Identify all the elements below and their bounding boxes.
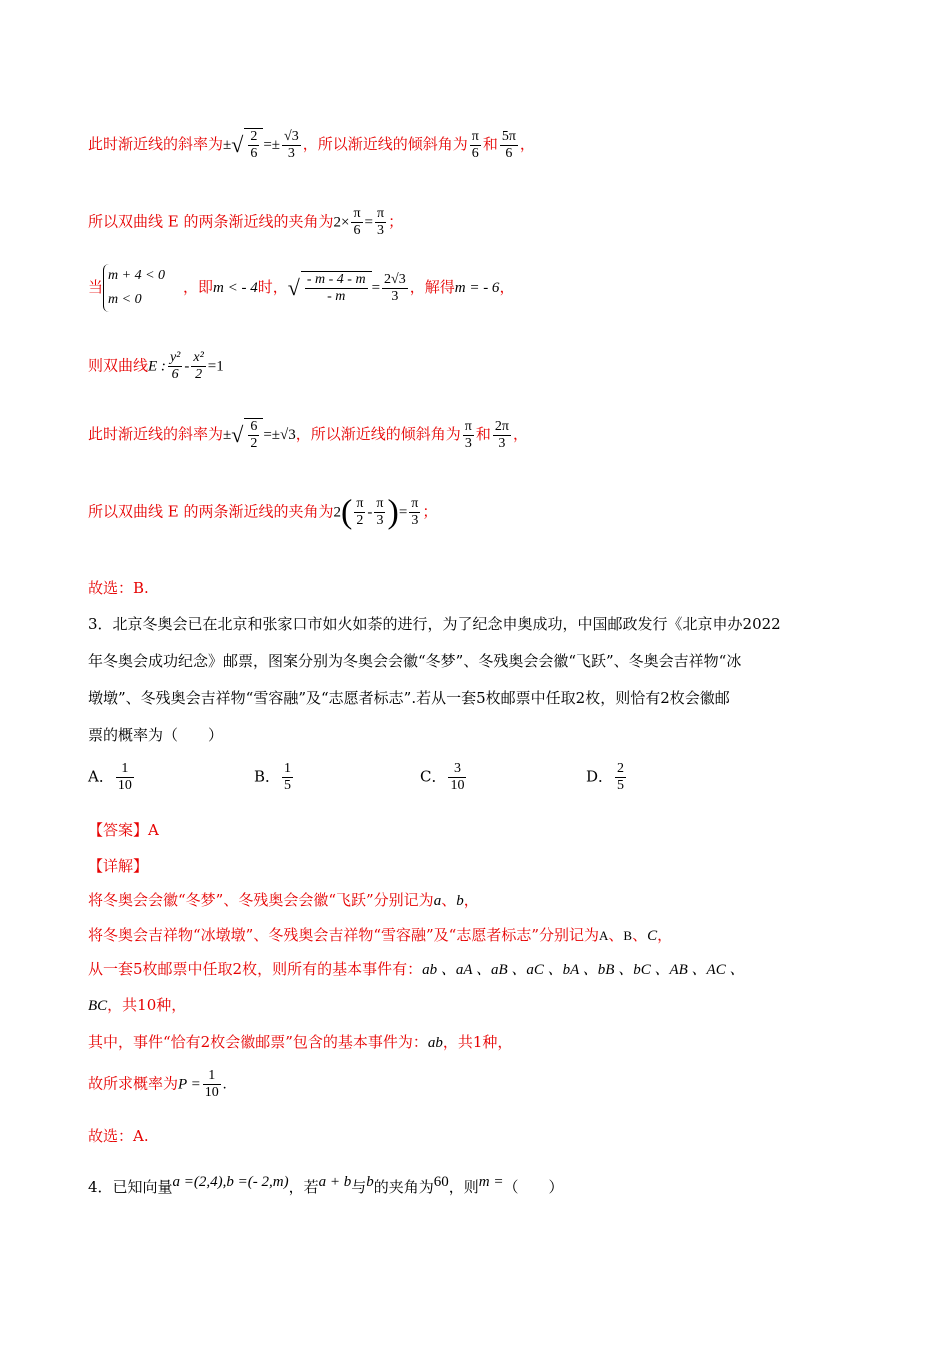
hyperbola-line [88,350,224,383]
angle-line-2 [88,493,438,531]
fraction: $\frac{√3}{3}$ [284,128,299,161]
pm-sign: ± [223,137,232,153]
text: 此时渐近线的斜率为 [88,135,224,153]
fraction: $\frac{2\pi}{3}$ [494,418,509,451]
text: 时， [257,278,288,296]
detail-label: 【详解】 [88,857,149,875]
sqrt-term [244,128,263,162]
detail-line-5: 其中，事件“恰有2枚会徽邮票”包含的基本事件为：ab，共1种， [88,1033,513,1051]
left-paren: ( [341,493,353,531]
fraction: $\frac{\pi}{2}$ [356,496,364,528]
fraction: $\frac{3}{10}$ [450,761,465,793]
answer-label: 【答案】A [88,821,159,839]
right-paren: ) [387,493,399,531]
slope-line-2 [88,418,528,452]
fraction: $\frac{5\pi}{6}$ [501,128,516,161]
radical-sign: √ [231,132,244,157]
case-line [88,264,514,312]
fraction: $\frac{2√3}{3}$ [384,271,406,304]
text: ，即 [183,278,214,296]
text: ， [519,135,535,153]
equals: =1 [207,358,224,375]
fraction: $\frac{\text{x²}}{2}$ [193,350,204,382]
q3-line-2: 年冬奥会成功纪念》邮票，图案分别为冬奥会会徽“冬梦”、冬残奥会会徽“飞跃”、冬奥会吉祥物“冰 [88,652,742,670]
text: ； [422,502,438,521]
q3-line-1: 3．北京冬奥会已在北京和张家口市如火如荼的进行，为了纪念申奥成功，中国邮政发行《北京申办2022 [88,615,781,633]
option-b: B． $\frac{1}{5}$ [254,761,292,793]
condition-brace: m + 4 < 0 m < 0 [103,264,165,312]
equals: = [364,214,374,231]
text: ； [388,212,404,231]
fraction: $\frac{\pi}{6}$ [471,128,479,161]
text: ， [512,425,528,443]
option-d: D． $\frac{2}{5}$ [586,761,625,793]
fraction: $\frac{- m - 4 - m}{- m}$ [306,272,366,304]
text: 和 [482,135,498,153]
option-c: C． $\frac{3}{10}$ [420,761,465,793]
radical-sign: √ [287,275,300,300]
text: 当 [88,278,104,296]
choose-b: 故选：B. [88,579,149,597]
detail-line-6: 故所求概率为P = $\frac{1}{10}$ . [88,1068,227,1100]
equals: = [398,504,408,521]
text: 此时渐近线的斜率为 [88,425,224,443]
text: 则双曲线 [88,356,149,375]
text: 所以双曲线 E 的两条渐近线的夹角为 [88,502,334,521]
text: ，解得 [409,278,455,296]
slope-line-1 [88,128,535,162]
solution: m = - 6 [454,280,500,296]
detail-line-2: 将冬奥会吉祥物“冰墩墩”、冬残奥会吉祥物“雪容融”及“志愿者标志”分别记为A、B、C， [88,926,673,944]
fraction: $\frac{1}{10}$ [204,1068,219,1100]
fraction: $\frac{\pi}{3}$ [376,496,384,528]
q3-line-3: 墩墩”、冬残奥会吉祥物“雪容融”及“志愿者标志”.若从一套5枚邮票中任取2枚，则恰有2枚会徽邮 [88,689,730,707]
minus: - [184,358,190,375]
sqrt-term [301,271,372,305]
fraction: $\frac{1}{5}$ [284,761,292,793]
text: ，所以渐近线的倾斜角为 [302,135,468,153]
coef: 2 [333,504,341,521]
fraction: $\frac{6}{2}$ [250,419,258,451]
fraction: $\frac{2}{6}$ [250,129,258,161]
text: ， [499,278,515,296]
equals: =±√3 [263,427,296,443]
detail-line-4: BC，共10种， [88,996,187,1014]
angle-line-1 [88,206,403,239]
minus: - [367,504,373,521]
hyperbola-name: E : [148,358,166,375]
text: 所以双曲线 E 的两条渐近线的夹角为 [88,212,334,231]
equals: =± [263,137,281,153]
radical-sign: √ [231,422,244,447]
fraction: $\frac{\pi}{6}$ [353,206,361,238]
detail-line-1: 将冬奥会会徽“冬梦”、冬残奥会会徽“飞跃”分别记为a、b， [88,891,479,909]
text: ，所以渐近线的倾斜角为 [295,425,461,443]
detail-line-3: 从一套5枚邮票中任取2枚，则所有的基本事件有：ab 、aA 、aB 、aC 、bA 、bB 、bC 、AB 、AC 、 [88,960,745,978]
condition: m < - 4 [213,280,258,296]
pm-sign: ± [223,427,232,443]
fraction: $\frac{\pi}{3}$ [377,206,385,238]
fraction: $\frac{\text{y²}}{6}$ [169,350,181,382]
fraction: $\frac{\pi}{3}$ [411,496,419,528]
fraction: $\frac{2}{5}$ [617,761,625,793]
sqrt-term [244,418,263,452]
fraction: $\frac{1}{10}$ [117,761,132,793]
q3-line-4: 票的概率为（ ） [88,726,224,744]
fraction: $\frac{\pi}{3}$ [464,418,472,451]
equals: = [371,280,381,296]
option-a: A． $\frac{1}{10}$ [88,761,132,793]
choose-a: 故选：A. [88,1127,149,1145]
coef: 2× [333,214,350,231]
text: 和 [475,425,491,443]
q4-line: 4．已知向量a =(2,4),b =(- 2,m)，若a + b与b的夹角为60，则m =（ ） [88,1174,564,1196]
